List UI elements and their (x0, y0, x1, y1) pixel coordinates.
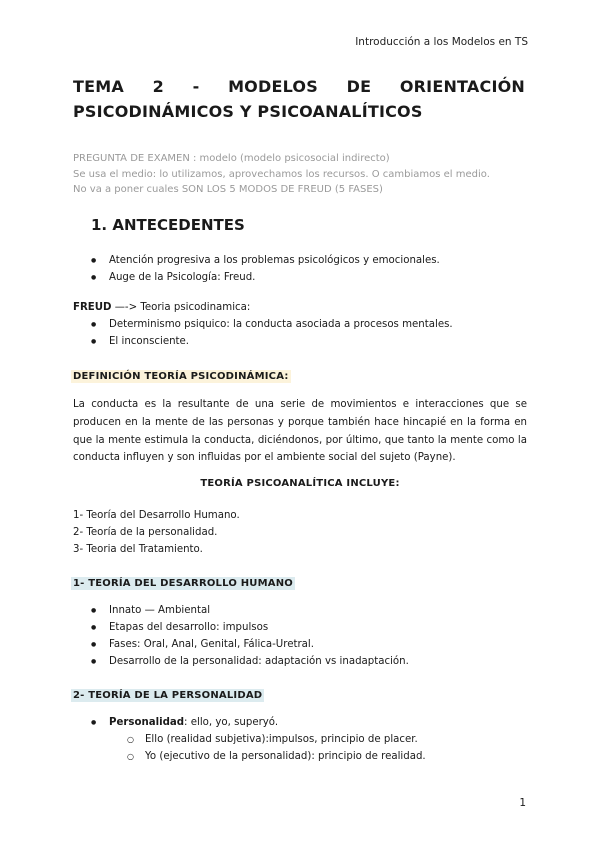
list-item: 3- Teoria del Tratamiento. (73, 544, 203, 555)
sub-list-item: ○ Ello (realidad subjetiva):impulsos, principio de placer. (127, 731, 426, 748)
freud-line (73, 299, 250, 316)
freud-list (91, 316, 453, 350)
list-item: ● Determinismo psiquico: la conducta asociada a procesos mentales. (91, 316, 453, 333)
personalidad-heading: 2- TEORÍA DE LA PERSONALIDAD (73, 690, 263, 701)
list-item: ● El inconsciente. (91, 333, 453, 350)
running-header: Introducción a los Modelos en TS (355, 36, 528, 48)
title-word: ORIENTACIÓN (399, 77, 525, 96)
exam-note-line: No va a poner cuales SON LOS 5 MODOS DE FREUD (5 FASES) (73, 184, 383, 195)
includes-list (73, 507, 240, 558)
section-heading-antecedentes: 1. ANTECEDENTES (91, 216, 245, 234)
list-item: ● Etapas del desarrollo: impulsos (91, 619, 409, 636)
antecedentes-list (91, 252, 440, 286)
list-item: ● Atención progresiva a los problemas psicológicos y emocionales. (91, 252, 440, 269)
page-number: 1 (519, 797, 526, 809)
exam-note-line: PREGUNTA DE EXAMEN : modelo (modelo psicosocial indirecto) (73, 153, 390, 164)
title-line-2: PSICODINÁMICOS Y PSICOANALÍTICOS (73, 102, 423, 121)
personalidad-list (91, 714, 278, 731)
personalidad-heading-wrap (71, 683, 264, 702)
list-item: ● Desarrollo de la personalidad: adaptación vs inadaptación. (91, 653, 409, 670)
freud-label: FREUD (73, 302, 112, 313)
personalidad-text: : ello, yo, superyó. (184, 717, 279, 728)
desarrollo-list (91, 602, 409, 670)
list-item (91, 714, 278, 731)
exam-note (73, 151, 533, 198)
exam-note-line: Se usa el medio: lo utilizamos, aprovechamos los recursos. O cambiamos el medio. (73, 168, 490, 180)
list-item: ● Innato — Ambiental (91, 602, 409, 619)
title-word: - (192, 77, 200, 96)
title-word: TEMA (73, 77, 124, 96)
title-word: DE (346, 77, 372, 96)
desarrollo-heading-wrap (71, 571, 295, 590)
page-title (73, 74, 525, 124)
list-item: ● Fases: Oral, Anal, Genital, Fálica-Uretral. (91, 636, 409, 653)
list-item: 2- Teoría de la personalidad. (73, 527, 218, 538)
sub-list-item: ○ Yo (ejecutivo de la personalidad): principio de realidad. (127, 748, 426, 765)
personalidad-label: Personalidad (109, 717, 185, 728)
title-word: MODELOS (228, 77, 318, 96)
freud-arrow-text: —-> Teoria psicodinamica: (111, 302, 251, 313)
list-item: ● Auge de la Psicología: Freud. (91, 269, 440, 286)
personalidad-sublist (127, 731, 426, 765)
definition-text: La conducta es la resultante de una serie de movimientos e interacciones que se producen en la mente de las personas y porque también hace hincapié en la forma en que la mente estimula la conducta, diciéndonos, por último, que tanto la mente como la conducta influyen y son influidas por el ambiente social del sujeto (Payne). (73, 399, 527, 464)
definition-heading-wrap (71, 364, 291, 383)
list-item: 1- Teoría del Desarrollo Humano. (73, 510, 240, 521)
includes-heading: TEORÍA PSICOANALÍTICA INCLUYE: (200, 478, 400, 489)
title-word: 2 (152, 77, 164, 96)
definition-heading: DEFINICIÓN TEORÍA PSICODINÁMICA: (73, 371, 289, 382)
desarrollo-heading: 1- TEORÍA DEL DESARROLLO HUMANO (73, 578, 293, 589)
